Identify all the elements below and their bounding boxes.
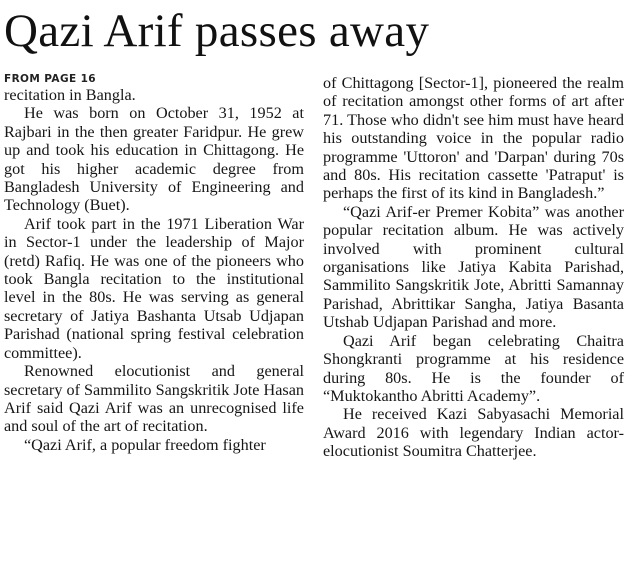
article-paragraph: Qazi Arif began celebrating Chaitra Shongkranti programme at his residence during 80s. He is the founder of “Muktokantho Abritti Academy”. xyxy=(323,331,624,405)
article-paragraph: He received Kazi Sabyasachi Memorial Award 2016 with legendary Indian actor-elocutionist Soumitra Chatterjee. xyxy=(323,405,624,461)
article-paragraph: “Qazi Arif-er Premer Kobita” was another popular recitation album. He was actively involved with prominent cultural organisations like Jatiya Kabita Parishad, Sammilito Sangskritik Jote, Abritti Samannay Parishad, Abrittikar Sangha, Jatiya Basanta Utshab Udjapan Parishad and more. xyxy=(323,202,624,332)
article-column-left xyxy=(4,72,304,454)
article-paragraph: “Qazi Arif, a popular freedom fighter xyxy=(24,435,266,454)
headline: Qazi Arif passes away xyxy=(4,5,430,57)
article-paragraph: of Chittagong [Sector-1], pioneered the realm of recitation amongst other forms of art after 71. Those who didn't see him must have heard his outstanding voice in the popular radio programme 'Uttoron' and 'Darpan' during 70s and 80s. His recitation cassette 'Patraput' is perhaps the first of its kind in Bangladesh.” xyxy=(323,74,624,203)
article-column-right xyxy=(323,74,624,461)
article-paragraph: Arif took part in the 1971 Liberation War in Sector-1 under the leadership of Major (retd) Rafiq. He was one of the pioneers who took Bangla recitation to the institutional level in the 80s. He was serving as general secretary of Jatiya Bashanta Utsab Udjapan Parishad (national spring festival celebration committee). xyxy=(4,214,304,362)
article-paragraph: He was born on October 31, 1952 at Rajbari in the then greater Faridpur. He grew up and took his education in Chittagong. He got his higher academic degree from Bangladesh University of Engineering and Technology (Buet). xyxy=(4,104,304,215)
article-paragraph: recitation in Bangla. xyxy=(4,86,136,104)
article-paragraph: Renowned elocutionist and general secretary of Sammilito Sangskritik Jote Hasan Arif said Qazi Arif was an unrecognised life and soul of the art of recitation. xyxy=(4,362,304,436)
continued-from-label: FROM PAGE 16 xyxy=(4,73,97,85)
